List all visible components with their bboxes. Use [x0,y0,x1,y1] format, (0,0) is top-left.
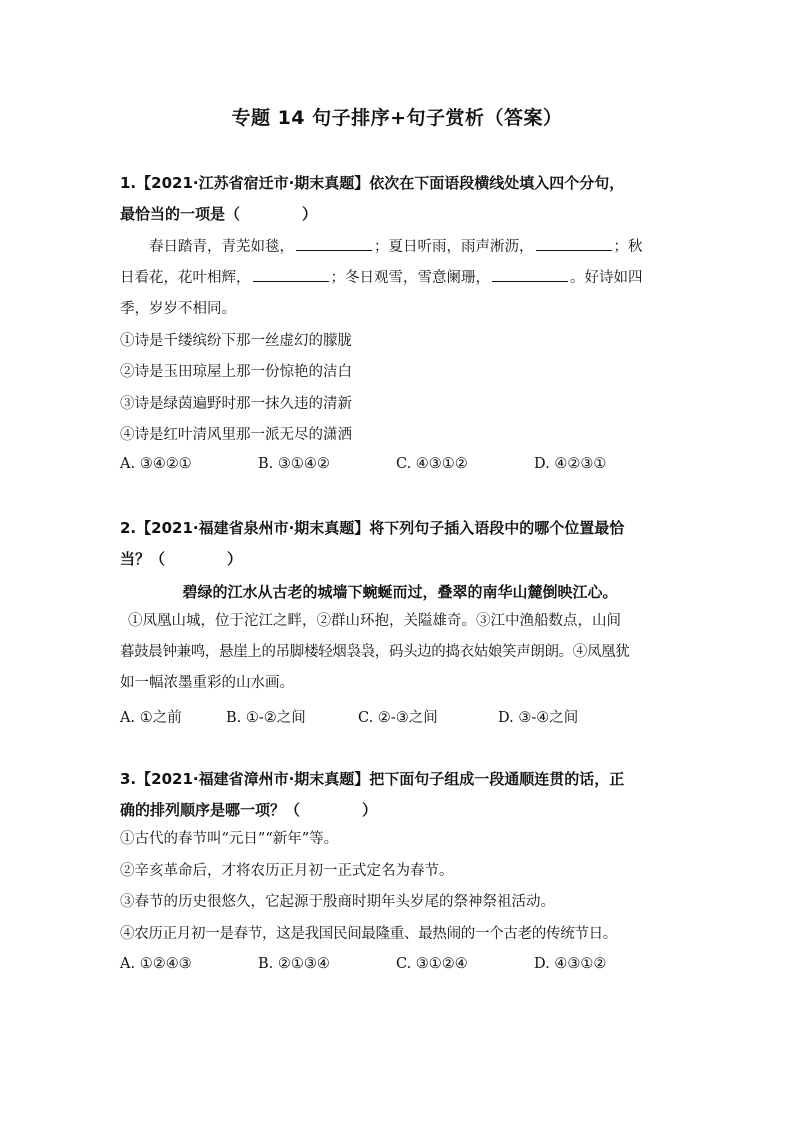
option-b[interactable]: B. ③①④② [258,456,330,472]
question-2-insert-sentence: 碧绿的江水从古老的城墙下蜿蜒而过，叠翠的南华山麓倒映江心。 [182,583,618,601]
answer-blank-4 [492,267,568,282]
question-1-item-3: ③诗是绿茵遍野时那一抹久违的清新 [120,396,352,412]
question-3-header: 3.【2021·福建省漳州市·期末真题】把下面句子组成一段通顺连贯的话，正 确的排列顺序是哪一项？（ ） [120,770,625,819]
question-3-item-1: ①古代的春节叫“元日”“新年”等。 [120,831,339,847]
option-d[interactable]: D. ④②③① [534,456,607,472]
question-1-item-2: ②诗是玉田琼屋上那一份惊艳的洁白 [120,364,352,380]
question-1-passage: 春日踏青，青芜如毯， ；夏日听雨，雨声淅沥， ；秋 日看花，花叶相辉， ；冬日观雪，雪意阑珊， 。好诗如四 季，岁岁不相同。 [120,232,680,325]
option-d[interactable]: D. ④③①② [534,956,607,972]
question-3-item-2: ②辛亥革命后，才将农历正月初一正式定名为春节。 [120,863,454,879]
question-1-item-1: ①诗是千缕缤纷下那一丝虚幻的朦胧 [120,333,352,349]
answer-blank-1 [296,236,372,251]
answer-blank-2 [536,236,612,251]
option-d[interactable]: D. ③-④之间 [498,710,579,726]
option-c[interactable]: C. ④③①② [396,456,468,472]
option-a[interactable]: A. ③④②① [120,456,192,472]
option-c[interactable]: C. ③①②④ [396,956,468,972]
question-1-item-4: ④诗是红叶清风里那一派无尽的潇洒 [120,427,352,443]
option-a[interactable]: A. ①②④③ [120,956,192,972]
option-c[interactable]: C. ②-③之间 [358,710,438,726]
question-1-header: 1.【2021·江苏省宿迁市·期末真题】依次在下面语段横线处填入四个分句， 最恰当的一项是（ ） [120,174,625,223]
page-title: 专题 14 句子排序+句子赏析（答案） [231,107,563,129]
option-b[interactable]: B. ②①③④ [258,956,330,972]
option-a[interactable]: A. ①之前 [120,710,182,726]
question-2-header: 2.【2021·福建省泉州市·期末真题】将下列句子插入语段中的哪个位置最恰 当？（ ） [120,519,625,568]
option-b[interactable]: B. ①-②之间 [226,710,306,726]
question-3-item-3: ③春节的历史很悠久，它起源于殷商时期年头岁尾的祭神祭祖活动。 [120,894,555,910]
answer-blank-3 [253,267,329,282]
question-2-passage: ①凤凰山城，位于沱江之畔，②群山环抱，关隘雄奇。③江中渔船数点，山间 暮鼓晨钟兼鸣，悬崖上的吊脚楼轻烟袅袅，码头边的捣衣姑娘笑声朗朗。④凤凰犹 如一幅浓墨重彩的山水画。 [120,613,630,691]
question-3-item-4: ④农历正月初一是春节，这是我国民间最隆重、最热闹的一个古老的传统节日。 [120,926,617,942]
